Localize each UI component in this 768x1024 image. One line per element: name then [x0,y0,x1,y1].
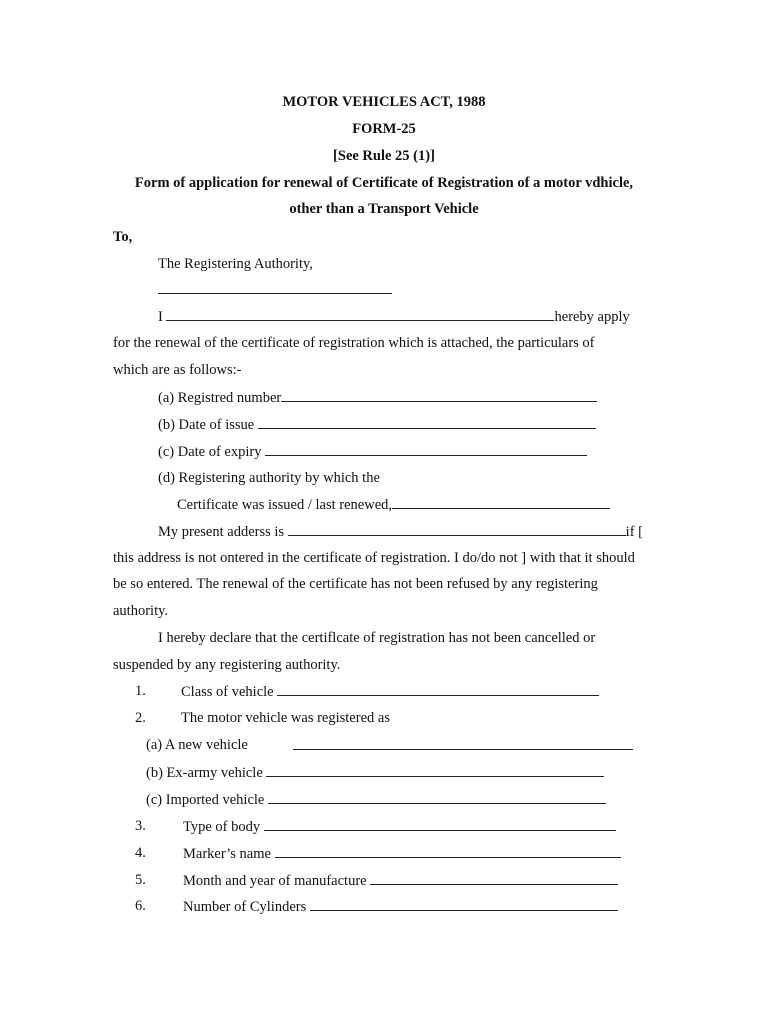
makers-name-field[interactable] [275,844,621,858]
authority-name-field[interactable] [158,280,392,299]
manufacture-date-row [183,871,618,890]
ex-army-vehicle-field[interactable] [266,763,604,777]
list-number: 1. [135,683,146,699]
issued-renewed-label: Certificate was issued / last renewed, [177,497,393,513]
declaration-line2: suspended by any registering authority. [113,657,341,673]
body-line3: which are as follows:- [113,362,242,378]
new-vehicle-label: (a) A new vehicle [146,737,248,753]
present-address-field[interactable] [288,522,626,536]
new-vehicle-field[interactable] [293,736,633,755]
date-of-issue-field[interactable] [258,415,596,429]
imported-vehicle-row [146,790,606,809]
list-number: 6. [135,898,146,914]
body-line2: for the renewal of the certificate of registration which is attached, the particulars of [113,335,595,351]
to-label: To, [113,229,133,245]
list-number: 3. [135,818,146,834]
registered-number-field[interactable] [281,388,597,402]
cylinders-label: Number of Cylinders [183,899,307,915]
type-of-body-field[interactable] [264,817,616,831]
type-of-body-label: Type of body [183,819,261,835]
registering-authority-label: The Registering Authority, [158,256,313,272]
type-of-body-row [183,817,616,836]
cylinders-field[interactable] [310,897,618,911]
ex-army-vehicle-label: (b) Ex-army vehicle [146,765,263,781]
date-of-expiry-field[interactable] [265,442,587,456]
form-number: FORM-25 [352,121,416,137]
address-para-line2: this address is not ontered in the certificate of registration. I do/do not ] with that it should [113,550,635,566]
address-para-line4: authority. [113,603,169,619]
address-para-line3: be so entered. The renewal of the certificate has not been refused by any registering [113,576,598,592]
registered-number-label: (a) Registred number [158,390,282,406]
if-label: if [ [625,524,643,540]
registered-as-label: The motor vehicle was registered as [181,710,390,726]
date-of-expiry-label: (c) Date of expiry [158,444,262,460]
date-of-issue-label: (b) Date of issue [158,417,255,433]
list-number: 2. [135,710,146,726]
present-address-row [158,522,643,541]
list-number: 4. [135,845,146,861]
registered-number-row [158,388,597,407]
list-number: 5. [135,872,146,888]
imported-vehicle-label: (c) Imported vehicle [146,792,265,808]
date-of-issue-row [158,415,596,434]
makers-name-row [183,844,621,863]
manufacture-date-label: Month and year of manufacture [183,873,367,889]
declaration-line1: I hereby declare that the certiflcate of registration has not been cancelled or [158,630,596,646]
cylinders-row [183,897,618,916]
rule-reference: [See Rule 25 (1)] [333,148,435,164]
new-vehicle-row [146,736,248,754]
i-label: I [158,309,163,325]
class-of-vehicle-label: Class of vehicle [181,684,274,700]
registering-authority-item: (d) Registering authority by which the [158,470,380,486]
form-title-line1: Form of application for renewal of Certificate of Registration of a motor vdhicle, [134,175,634,191]
issued-renewed-row [177,495,610,514]
manufacture-date-field[interactable] [370,871,618,885]
applicant-line [158,307,630,326]
class-of-vehicle-field[interactable] [277,682,599,696]
class-of-vehicle-row [181,682,599,701]
form-title-line2: other than a Transport Vehicle [289,201,479,217]
date-of-expiry-row [158,442,587,461]
applicant-name-field[interactable] [166,307,554,321]
imported-vehicle-field[interactable] [268,790,606,804]
makers-name-label: Marker’s name [183,846,271,862]
act-heading: MOTOR VEHICLES ACT, 1988 [282,94,486,110]
ex-army-vehicle-row [146,763,604,782]
issued-renewed-field[interactable] [392,495,610,509]
hereby-apply-label: hereby apply [554,309,630,325]
present-address-label: My present adderss is [158,524,285,540]
